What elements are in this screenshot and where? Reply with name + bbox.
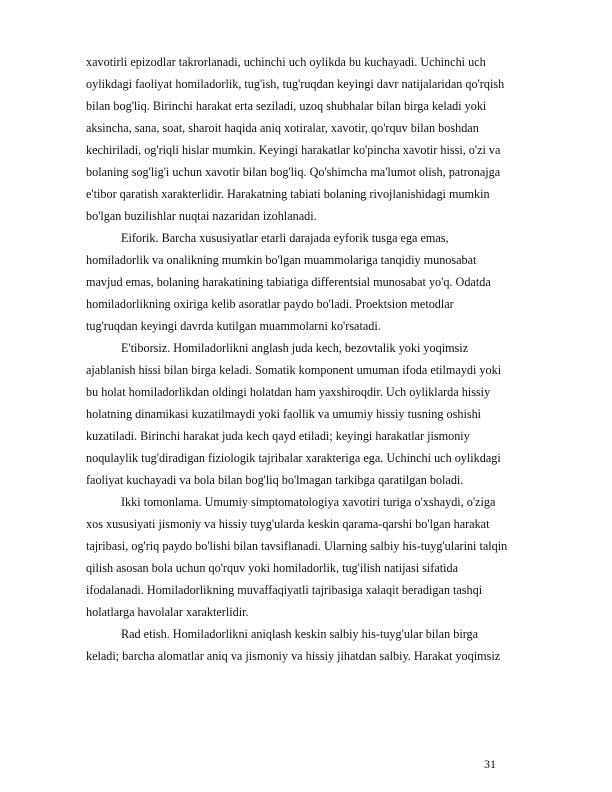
text-line: e'tibor qaratish xarakterlidir. Harakatning tabiati bolaning rivojlanishidagi mumkin (86, 187, 490, 201)
text-line: mavjud emas, bolaning harakatining tabiatiga differentsial munosabat yo'q. Odatda (86, 275, 491, 289)
text-line: kechiriladi, og'riqli hislar mumkin. Keyingi harakatlar ko'pincha xavotir hissi, o'zi va (86, 143, 501, 157)
text-line: homiladorlik va onalikning mumkin bo'lgan muammolariga tanqidiy munosabat (86, 253, 477, 267)
text-line: bilan bog'liq. Birinchi harakat erta seziladi, uzoq shubhalar bilan birga keladi yoki (86, 99, 487, 113)
text-line: xavotirli epizodlar takrorlanadi, uchinchi uch oylikda bu kuchayadi. Uchinchi uch (86, 55, 486, 69)
text-line: bo'lgan buzilishlar nuqtai nazaridan izohlanadi. (86, 209, 317, 223)
paragraph-start-line: Ikki tomonlama. Umumiy simptomatologiya xavotiri turiga o'xshaydi, o'ziga (121, 495, 496, 509)
text-line: tug'ruqdan keyingi davrda kutilgan muammolarni ko'rsatadi. (86, 319, 381, 333)
text-line: homiladorlikning oxiriga kelib asoratlar paydo bo'ladi. Proektsion metodlar (86, 297, 454, 311)
text-line: noqulaylik tug'diradigan fiziologik tajribalar xarakteriga ega. Uchinchi uch oylikdagi (86, 451, 501, 465)
page-number: 31 (484, 757, 496, 771)
text-line: tajribasi, og'riq paydo bo'lishi bilan tavsiflanadi. Ularning salbiy his-tuyg'ularini talqin (86, 539, 508, 553)
text-line: faoliyat kuchayadi va bola bilan bog'liq bo'lmagan tarkibga qaratilgan boladi. (86, 473, 464, 487)
paragraph-start-line: Rad etish. Homiladorlikni aniqlash keskin salbiy his-tuyg'ular bilan birga (121, 627, 479, 641)
text-line: bu holat homiladorlikdan oldingi holatdan ham yaxshiroqdir. Uch oyliklarda hissiy (86, 385, 491, 399)
text-line: oylikdagi faoliyat homiladorlik, tug'ish, tug'ruqdan keyingi davr natijalaridan qo'rqish (86, 77, 505, 91)
text-line: ifodalanadi. Homiladorlikning muvaffaqiyatli tajribasiga xalaqit beradigan tashqi (86, 583, 483, 597)
text-line: aksincha, sana, soat, sharoit haqida aniq xotiralar, xavotir, qo'rquv bilan boshdan (86, 121, 479, 135)
paragraph-start-line: E'tiborsiz. Homiladorlikni anglash juda kech, bezovtalik yoki yoqimsiz (121, 341, 469, 355)
text-line: xos xususiyati jismoniy va hissiy tuyg'ularda keskin qarama-qarshi bo'lgan harakat (86, 517, 490, 531)
text-line: keladi; barcha alomatlar aniq va jismoniy va hissiy jihatdan salbiy. Harakat yoqimsiz (86, 649, 501, 663)
text-line: ajablanish hissi bilan birga keladi. Somatik komponent umuman ifoda etilmaydi yoki (86, 363, 502, 377)
text-line: holatlarga havolalar xarakterlidir. (86, 605, 249, 619)
text-line: kuzatiladi. Birinchi harakat juda kech qayd etiladi; keyingi harakatlar jismoniy (86, 429, 470, 443)
text-line: qilish asosan bola uchun qo'rquv yoki homiladorlik, tug'ilish natijasi sifatida (86, 561, 459, 575)
text-line: holatning dinamikasi kuzatilmaydi yoki faollik va umumiy hissiy tusning oshishi (86, 407, 482, 421)
text-line: bolaning sog'lig'i uchun xavotir bilan bog'liq. Qo'shimcha ma'lumot olish, patronajga (86, 165, 501, 179)
paragraph-start-line: Eiforik. Barcha xususiyatlar etarli darajada eyforik tusga ega emas, (121, 231, 449, 245)
